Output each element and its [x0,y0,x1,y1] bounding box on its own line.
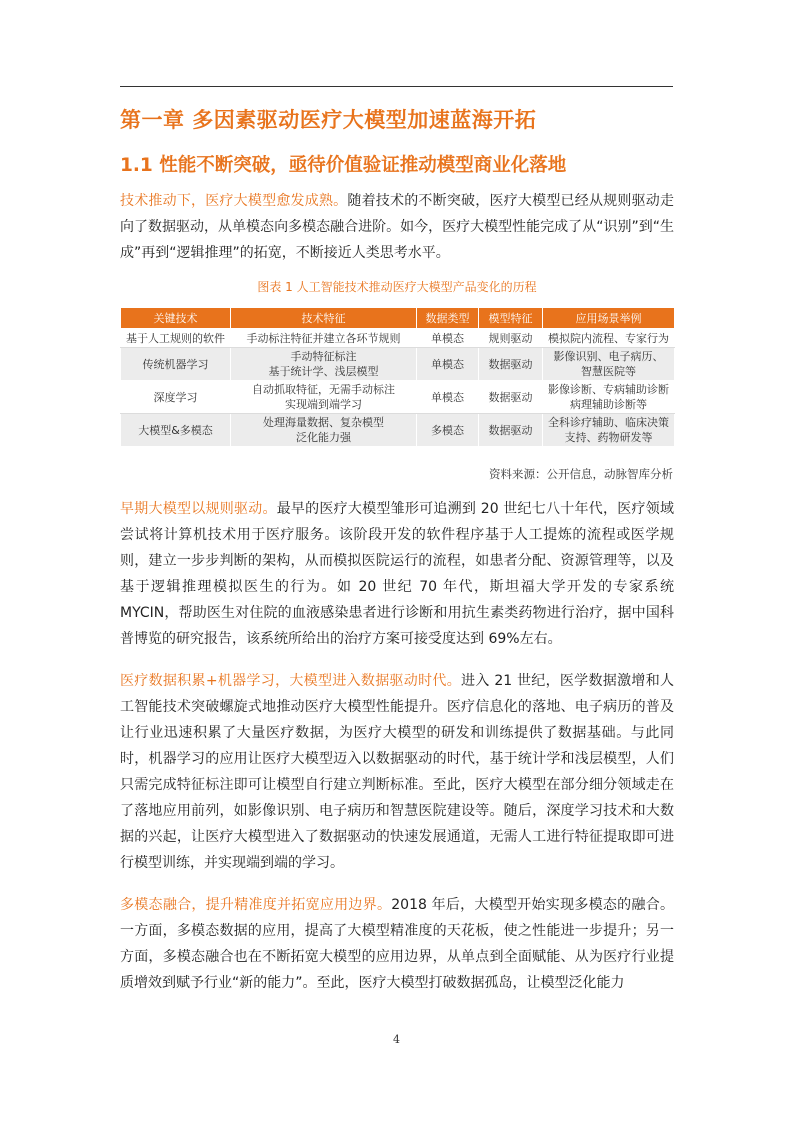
table-cell: 数据驱动 [479,414,543,447]
paragraph-lead: 技术推动下，医疗大模型愈发成熟。 [120,193,348,209]
table-header-cell: 关键技术 [121,308,231,329]
table-cell: 全科诊疗辅助、临床决策 支持、药物研发等 [543,414,675,447]
table-row [121,348,675,381]
table-cell: 单模态 [417,329,479,348]
figure-caption: 图表 1 人工智能技术推动医疗大模型产品变化的历程 [257,280,537,294]
table-header-row [121,308,675,329]
table-cell: 深度学习 [121,381,231,414]
paragraph-lead: 早期大模型以规则驱动。 [120,501,277,517]
paragraph-2 [120,496,674,652]
table-row [121,414,675,447]
table-header-cell: 模型特征 [479,308,543,329]
paragraph-body: 2018 年后，大模型开始实现多模态的融合。一方面，多模态数据的应用，提高了大模型精准度的天花板，使之性能进一步提升；另一方面，多模态融合也在不断拓宽大模型的应用边界，从单点到全面赋能、从为医疗行业提质增效到赋予行业“新的能力”。至此，医疗大模型打破数据孤岛，让模型泛化能力 [120,897,675,991]
paragraph-1 [120,188,674,266]
paragraph-3 [120,668,674,876]
table-row [121,381,675,414]
table-cell: 影像识别、电子病历、 智慧医院等 [543,348,675,381]
paragraph-4 [120,892,674,996]
table-cell: 大模型&多模态 [121,414,231,447]
table-header-cell: 应用场景举例 [543,308,675,329]
table-header-cell: 技术特征 [231,308,417,329]
table-cell: 手动特征标注 基于统计学、浅层模型 [231,348,417,381]
table-cell: 基于人工规则的软件 [121,329,231,348]
table-cell: 多模态 [417,414,479,447]
table-cell: 影像诊断、专病辅助诊断 病理辅助诊断等 [543,381,675,414]
table-cell: 数据驱动 [479,348,543,381]
chapter-title: 第一章 多因素驱动医疗大模型加速蓝海开拓 [120,108,537,132]
table-cell: 数据驱动 [479,381,543,414]
table-cell: 规则驱动 [479,329,543,348]
technology-history-table [120,307,675,447]
table-cell: 处理海量数据、复杂模型 泛化能力强 [231,414,417,447]
paragraph-lead: 医疗数据积累+机器学习，大模型进入数据驱动时代。 [120,673,462,689]
table-cell: 单模态 [417,381,479,414]
table-cell: 单模态 [417,348,479,381]
paragraph-lead: 多模态融合，提升精准度并拓宽应用边界。 [120,897,392,913]
table-cell: 传统机器学习 [121,348,231,381]
paragraph-body: 随着技术的不断突破，医疗大模型已经从规则驱动走向了数据驱动，从单模态向多模态融合进阶。如今，医疗大模型性能完成了从“识别”到“生成”再到“逻辑推理”的拓宽，不断接近人类思考水平。 [120,193,675,261]
table-header-cell: 数据类型 [417,308,479,329]
table-cell: 模拟院内流程、专家行为 [543,329,675,348]
table-row [121,329,675,348]
table-cell: 手动标注特征并建立各环节规则 [231,329,417,348]
table-cell: 自动抓取特征，无需手动标注 实现端到端学习 [231,381,417,414]
page-number: 4 [393,1033,400,1046]
section-title: 1.1 性能不断突破，亟待价值验证推动模型商业化落地 [120,155,567,176]
figure-source: 资料来源：公开信息，动脉智库分析 [489,467,673,481]
header-rule [120,86,673,87]
paragraph-body: 最早的医疗大模型雏形可追溯到 20 世纪七八十年代，医疗领域尝试将计算机技术用于医疗服务。该阶段开发的软件程序基于人工提炼的流程或医学规则，建立一步步判断的架构，从而模拟医院运行的流程，如患者分配、资源管理等，以及基于逻辑推理模拟医生的行为。如 20 世纪 70 年代，斯坦福大学开发的专家系统MYCIN，帮助医生对住院的血液感染患者进行诊断和用抗生素类药物进行治疗，据中国科普博览的研究报告，该系统所给出的治疗方案可接受度达到 69%左右。 [120,501,674,647]
paragraph-body: 进入 21 世纪，医学数据激增和人工智能技术突破螺旋式地推动医疗大模型性能提升。医疗信息化的落地、电子病历的普及让行业迅速积累了大量医疗数据，为医疗大模型的研发和训练提供了数据基础。与此同时，机器学习的应用让医疗大模型迈入以数据驱动的时代，基于统计学和浅层模型，人们只需完成特征标注即可让模型自行建立判断标准。至此，医疗大模型在部分细分领域走在了落地应用前列，如影像识别、电子病历和智慧医院建设等。随后，深度学习技术和大数据的兴起，让医疗大模型进入了数据驱动的快速发展通道，无需人工进行特征提取即可进行模型训练，并实现端到端的学习。 [120,673,674,871]
